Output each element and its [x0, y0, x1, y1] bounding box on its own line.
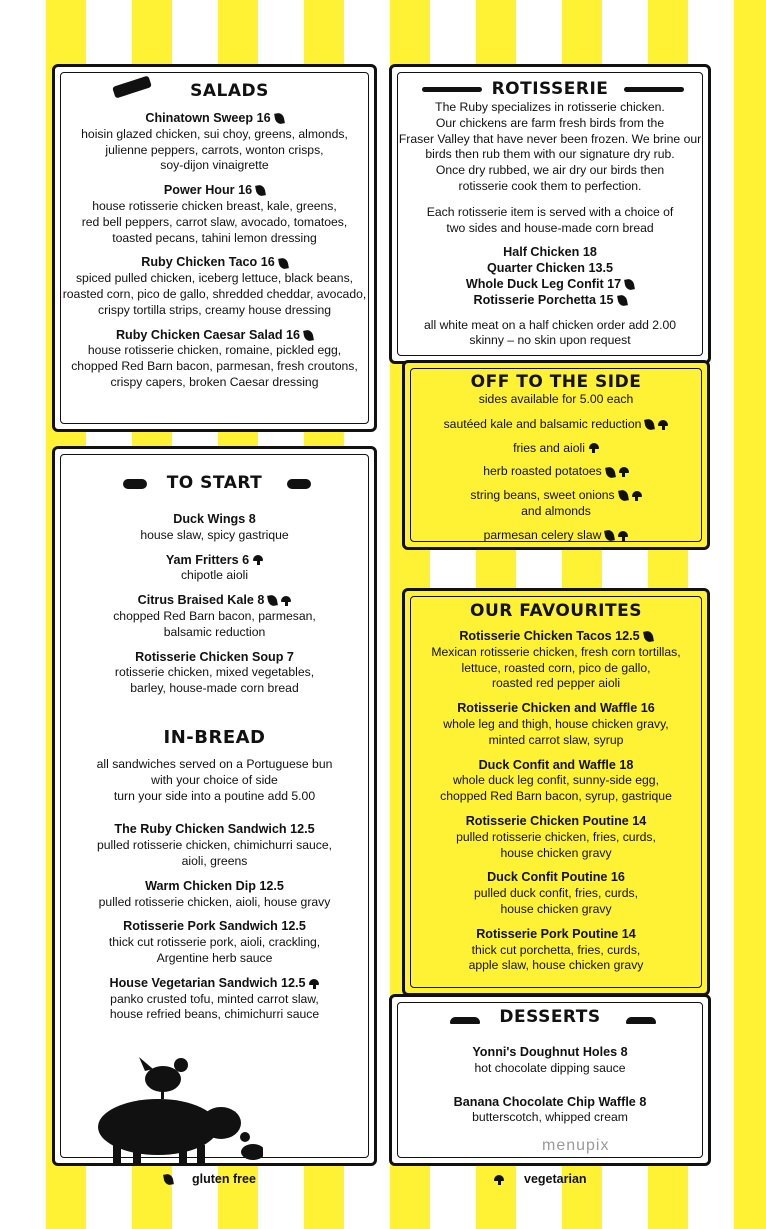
fav-item-desc: house chicken gravy — [500, 845, 612, 860]
start-item — [55, 593, 374, 609]
intro-line: birds then rub them with our signature dry rub. — [425, 147, 675, 162]
start-item-desc: chopped Red Barn bacon, parmesan, — [113, 608, 316, 623]
start-item-desc: balsamic reduction — [163, 624, 266, 639]
inbread-item-name: House Vegetarian Sandwich 12.5 — [109, 975, 306, 990]
side-label: sautéed kale and balsamic reduction — [443, 416, 642, 431]
gluten-free-icon — [605, 466, 616, 478]
legend-vegetarian: vegetarian — [524, 1172, 587, 1186]
mushroom-icon — [281, 596, 291, 606]
side-label: and almonds — [521, 503, 591, 518]
desserts-panel — [389, 994, 711, 1166]
pig-leg — [179, 1145, 187, 1165]
pig-leg — [197, 1145, 205, 1165]
inbread-item-name: The Ruby Chicken Sandwich 12.5 — [114, 822, 315, 837]
salad-desc: chopped Red Barn bacon, parmesan, fresh croutons, — [71, 359, 358, 374]
dessert-desc: butterscotch, whipped cream — [472, 1110, 628, 1125]
sides-note: Each rotisserie item is served with a choice of — [426, 204, 674, 219]
side-item — [405, 417, 707, 433]
gluten-free-icon — [163, 1173, 174, 1185]
salad-desc: red bell peppers, carrot slaw, avocado, tomatoes, — [81, 214, 348, 229]
fav-item-desc: thick cut porchetta, fries, curds, — [471, 942, 641, 957]
salad-desc: crispy capers, broken Caesar dressing — [110, 374, 319, 389]
salad-desc: hoisin glazed chicken, sui choy, greens, almonds, — [81, 126, 348, 141]
mushroom-icon — [309, 979, 319, 989]
gluten-free-icon — [303, 329, 314, 341]
inbread-list — [55, 757, 374, 1023]
favourites-panel — [402, 588, 710, 996]
side-label: fries and aioli — [513, 440, 585, 455]
rotisserie-item-row — [392, 293, 708, 309]
fav-item-name: Rotisserie Chicken Tacos 12.5 — [459, 629, 640, 643]
sides-list — [405, 392, 707, 544]
inbread-intro: turn your side into a poutine add 5.00 — [113, 788, 316, 803]
rotisserie-item: Quarter Chicken 13.5 — [487, 261, 613, 276]
inbread-item-desc: panko crusted tofu, minted carrot slaw, — [110, 991, 319, 1006]
watermark: menupix — [542, 1137, 610, 1154]
dessert-desc: hot chocolate dipping sauce — [474, 1060, 626, 1075]
gluten-free-icon — [618, 490, 629, 502]
gluten-free-icon — [605, 529, 616, 541]
side-item — [405, 528, 707, 544]
salad-desc: house rotisserie chicken, romaine, pickled egg, — [87, 343, 342, 358]
sides-title: OFF TO THE SIDE — [470, 372, 642, 392]
side-item — [405, 464, 707, 480]
favourites-list — [405, 629, 707, 974]
inbread-intro: all sandwiches served on a Portuguese bun — [96, 757, 333, 771]
salad-desc: julienne peppers, carrots, wonton crisps, — [105, 142, 324, 157]
side-item — [405, 488, 707, 504]
chicken-tail — [139, 1057, 153, 1071]
intro-line: Our chickens are farm fresh birds from the — [435, 115, 665, 130]
fav-item-name: Duck Confit Poutine 16 — [487, 870, 625, 885]
fav-item-desc: pulled rotisserie chicken, fries, curds, — [456, 829, 656, 844]
chicken-head — [174, 1058, 188, 1072]
pig-leg — [133, 1145, 141, 1165]
gluten-free-icon — [645, 418, 656, 430]
favourites-title: OUR FAVOURITES — [470, 601, 642, 621]
salads-title: SALADS — [190, 81, 269, 101]
dessert-name: Yonni's Doughnut Holes 8 — [472, 1045, 628, 1059]
desserts-list — [392, 1045, 708, 1126]
salad-item-4 — [55, 328, 374, 344]
intro-line: Once dry rubbed, we air dry our birds then — [435, 163, 665, 178]
start-item-desc: rotisserie chicken, mixed vegetables, — [114, 665, 315, 680]
salads-list — [55, 111, 374, 391]
gluten-free-icon — [274, 113, 285, 125]
mushroom-icon — [658, 420, 668, 430]
start-item-name: Duck Wings 8 — [173, 512, 256, 526]
fav-item-desc: minted carrot slaw, syrup — [488, 732, 624, 747]
start-list — [55, 512, 374, 697]
starters-panel — [52, 446, 377, 1166]
legend-gluten-free: gluten free — [192, 1172, 256, 1186]
salad-desc: toasted pecans, tahini lemon dressing — [112, 230, 317, 245]
duck-body — [241, 1144, 263, 1160]
duck-head — [240, 1132, 250, 1142]
salad-name: Ruby Chicken Caesar Salad 16 — [115, 327, 301, 342]
gluten-free-icon — [617, 294, 628, 306]
pig-leg — [113, 1145, 121, 1165]
side-label: string beans, sweet onions — [470, 488, 615, 503]
dessert-name: Banana Chocolate Chip Waffle 8 — [453, 1094, 647, 1109]
start-item-name: Yam Fritters 6 — [165, 552, 250, 567]
inbread-item-desc: house refried beans, chimichurri sauce — [109, 1007, 320, 1022]
fav-item-name: Rotisserie Chicken and Waffle 16 — [457, 701, 655, 716]
rotisserie-note: all white meat on a half chicken order add 2.00 — [423, 317, 677, 332]
start-item-name: Rotisserie Chicken Soup 7 — [135, 649, 294, 664]
inbread-item-name: Rotisserie Pork Sandwich 12.5 — [123, 919, 306, 934]
fav-item-desc: whole duck leg confit, sunny-side egg, — [453, 773, 659, 788]
rotisserie-title: ROTISSERIE — [491, 79, 609, 99]
salad-name: Chinatown Sweep 16 — [145, 111, 271, 125]
fav-item-desc: roasted red pepper aioli — [491, 676, 621, 691]
fav-item-desc: whole leg and thigh, house chicken gravy, — [443, 716, 669, 731]
salad-desc: soy-dijon vinaigrette — [160, 158, 269, 173]
mushroom-icon — [619, 467, 629, 477]
salad-item-1 — [55, 111, 374, 127]
salad-desc: roasted corn, pico de gallo, shredded cheddar, avocado, — [62, 286, 367, 301]
inbread-item — [55, 976, 374, 992]
start-item-name: Citrus Braised Kale 8 — [137, 593, 265, 608]
gluten-free-icon — [255, 185, 266, 197]
start-item-desc: chipotle aioli — [180, 568, 249, 583]
start-item — [55, 553, 374, 569]
salad-name: Power Hour 16 — [163, 183, 253, 198]
rotisserie-item: Half Chicken 18 — [503, 245, 597, 260]
fav-item-desc: lettuce, roasted corn, pico de gallo, — [461, 660, 651, 675]
pig-head — [201, 1107, 241, 1139]
sides-subtitle: sides available for 5.00 each — [478, 392, 634, 406]
rotisserie-item-row — [392, 277, 708, 293]
mushroom-icon — [618, 531, 628, 541]
chicken-body — [145, 1066, 181, 1092]
inbread-item-name: Warm Chicken Dip 12.5 — [145, 878, 284, 893]
rotisserie-panel — [389, 64, 711, 364]
mushroom-icon — [589, 443, 599, 453]
side-label: herb roasted potatoes — [483, 464, 602, 479]
start-item-desc: barley, house-made corn bread — [130, 681, 299, 696]
side-label: parmesan celery slaw — [483, 527, 602, 542]
fav-item-desc: apple slaw, house chicken gravy — [468, 958, 644, 973]
fav-item — [405, 629, 707, 645]
intro-line: rotisserie cook them to perfection. — [458, 178, 642, 193]
fav-item-desc: house chicken gravy — [500, 901, 612, 916]
fav-item-name: Rotisserie Pork Poutine 14 — [476, 926, 636, 941]
salad-item-2 — [55, 183, 374, 199]
fav-item-desc: chopped Red Barn bacon, syrup, gastrique — [440, 789, 672, 804]
rotisserie-intro — [392, 100, 708, 349]
fav-item-name: Rotisserie Chicken Poutine 14 — [465, 813, 647, 828]
gluten-free-icon — [624, 279, 635, 291]
inbread-item-desc: pulled rotisserie chicken, chimichurri sauce, — [96, 838, 333, 853]
mushroom-icon — [253, 555, 263, 565]
gluten-free-icon — [267, 595, 278, 607]
salad-item-3 — [55, 255, 374, 271]
salad-desc: house rotisserie chicken breast, kale, greens, — [92, 198, 337, 213]
chicken-leg — [161, 1089, 164, 1099]
rotisserie-item: Rotisserie Porchetta 15 — [473, 292, 614, 307]
intro-line: Fraser Valley that have never been frozen. We brine our — [398, 131, 702, 146]
fav-item-desc: Mexican rotisserie chicken, fresh corn tortillas, — [431, 644, 681, 659]
sides-panel — [402, 360, 710, 550]
mushroom-icon — [632, 491, 642, 501]
rotisserie-item: Whole Duck Leg Confit 17 — [465, 276, 622, 291]
inbread-title: IN-BREAD — [163, 727, 266, 748]
start-title: TO START — [166, 473, 263, 493]
inbread-item-desc: thick cut rotisserie pork, aioli, crackling, — [108, 935, 321, 950]
side-item — [405, 441, 707, 457]
inbread-item-desc: aioli, greens — [181, 853, 248, 868]
start-item-desc: house slaw, spicy gastrique — [140, 527, 289, 542]
mushroom-icon — [494, 1175, 504, 1185]
desserts-title: DESSERTS — [499, 1007, 601, 1027]
inbread-item-desc: pulled rotisserie chicken, aioli, house gravy — [98, 894, 331, 909]
gluten-free-icon — [643, 631, 654, 643]
rotisserie-note: skinny – no skin upon request — [469, 333, 631, 348]
salads-panel — [52, 64, 377, 432]
inbread-item-desc: Argentine herb sauce — [156, 950, 273, 965]
gluten-free-icon — [278, 257, 289, 269]
salad-name: Ruby Chicken Taco 16 — [141, 255, 275, 270]
salad-desc: spiced pulled chicken, iceberg lettuce, black beans, — [75, 271, 354, 286]
fav-item-name: Duck Confit and Waffle 18 — [478, 757, 634, 772]
sides-note: two sides and house-made corn bread — [446, 220, 654, 235]
inbread-intro: with your choice of side — [151, 772, 278, 787]
intro-line: The Ruby specializes in rotisserie chicken. — [435, 100, 665, 114]
salad-desc: crispy tortilla strips, creamy house dressing — [98, 302, 331, 317]
fav-item-desc: pulled duck confit, fries, curds, — [474, 886, 638, 901]
farm-animals-illustration — [83, 1027, 263, 1167]
